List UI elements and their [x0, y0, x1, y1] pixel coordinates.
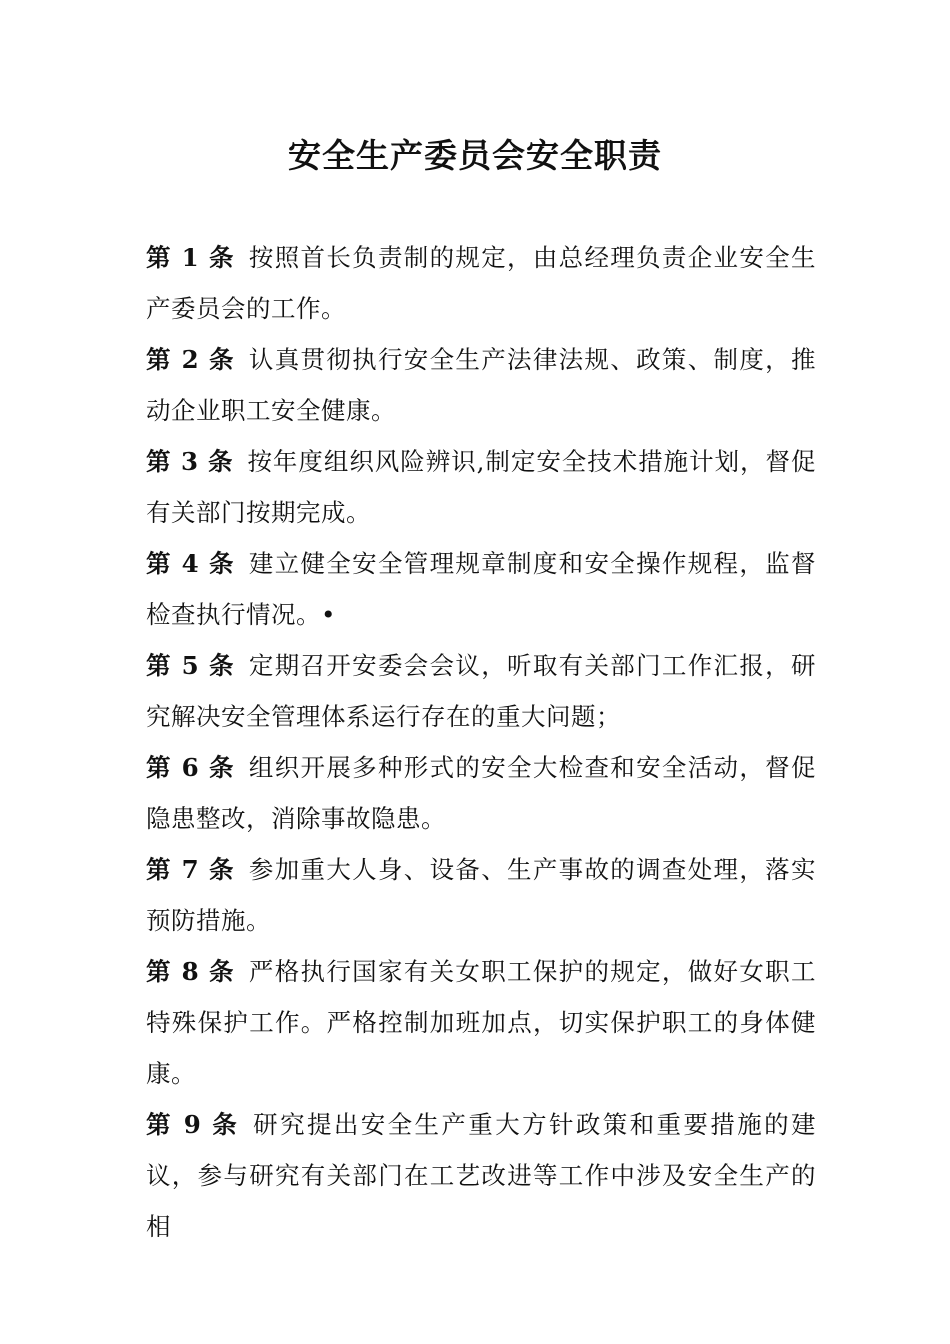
article-4 — [146, 538, 816, 640]
article-9 — [146, 1099, 816, 1252]
article-label: 第 6 条 — [146, 753, 235, 782]
article-label: 第 5 条 — [146, 651, 235, 680]
article-text: 建立健全安全管理规章制度和安全操作规程，监督检查执行情况。• — [146, 549, 817, 629]
article-label: 第 2 条 — [146, 345, 235, 374]
article-label: 第 9 条 — [146, 1110, 240, 1139]
article-text: 严格执行国家有关女职工保护的规定，做好女职工特殊保护工作。严格控制加班加点，切实保护职工的身体健康。 — [146, 957, 817, 1088]
article-text: 按年度组织风险辨识,制定安全技术措施计划，督促有关部门按期完成。 — [146, 447, 816, 527]
article-label: 第 3 条 — [146, 447, 234, 476]
article-text: 定期召开安委会会议，听取有关部门工作汇报，研究解决安全管理体系运行存在的重大问题； — [146, 651, 817, 731]
article-text: 研究提出安全生产重大方针政策和重要措施的建议，参与研究有关部门在工艺改进等工作中涉及安全生产的相 — [146, 1110, 816, 1241]
article-label: 第 1 条 — [146, 243, 235, 272]
article-text: 组织开展多种形式的安全大检查和安全活动，督促隐患整改，消除事故隐患。 — [146, 753, 817, 833]
article-6 — [146, 742, 816, 844]
article-list — [146, 232, 816, 1252]
document-title: 安全生产委员会安全职责 — [288, 136, 662, 175]
article-text: 参加重大人身、设备、生产事故的调查处理，落实预防措施。 — [146, 855, 817, 935]
article-7 — [146, 844, 816, 946]
article-label: 第 4 条 — [146, 549, 235, 578]
article-5 — [146, 640, 816, 742]
article-2 — [146, 334, 816, 436]
article-1 — [146, 232, 816, 334]
article-text: 按照首长负责制的规定，由总经理负责企业安全生产委员会的工作。 — [146, 243, 817, 323]
article-3 — [146, 436, 816, 538]
article-text: 认真贯彻执行安全生产法律法规、政策、制度，推动企业职工安全健康。 — [146, 345, 817, 425]
article-8 — [146, 946, 816, 1099]
article-label: 第 7 条 — [146, 855, 235, 884]
article-label: 第 8 条 — [146, 957, 235, 986]
